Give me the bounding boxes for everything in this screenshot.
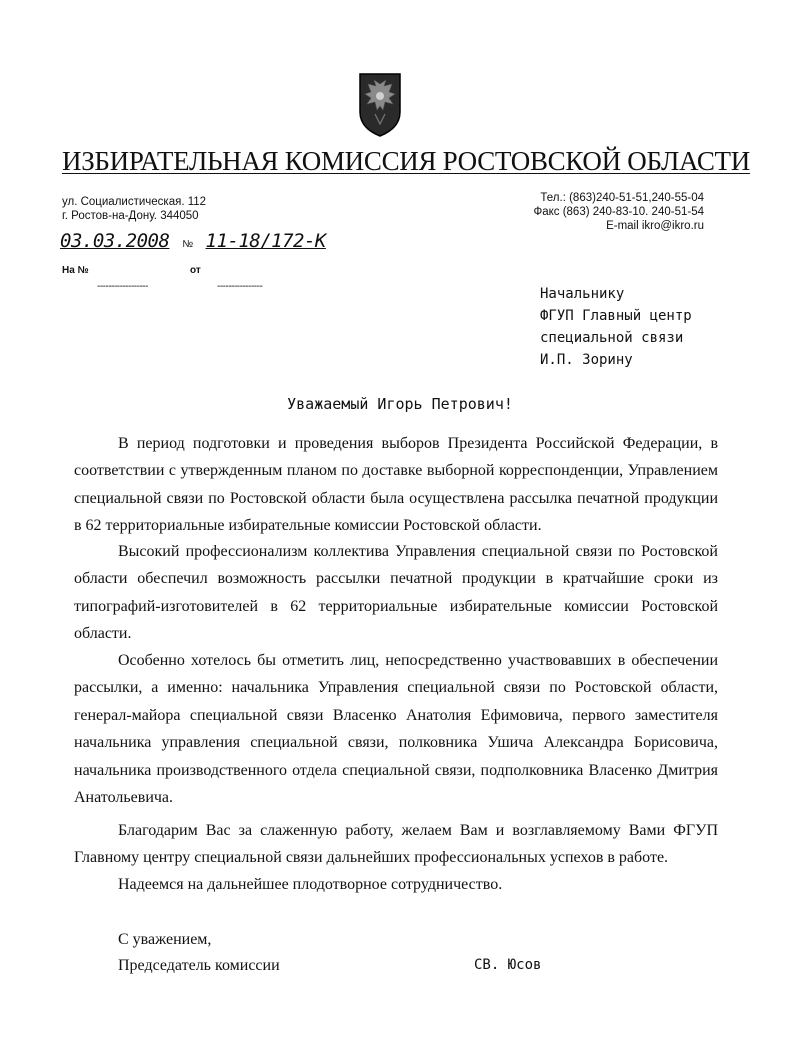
salutation: Уважаемый Игорь Петрович! xyxy=(287,395,513,413)
reference-number-blank: ------------------ xyxy=(97,281,148,292)
reference-number-label: На № xyxy=(62,265,89,276)
signer-name: СВ. Юсов xyxy=(474,957,542,973)
body-paragraph: Высокий профессионализм коллектива Управления специальной связи по Ростовской области обеспечил возможность рассылки печатной продукции в кратчайшие сроки из типографий-изготовителей в 62 территориальные избирательные комиссии Ростовской области. xyxy=(74,543,718,643)
body-paragraph: В период подготовки и проведения выборов Президента Российской Федерации, в соответствии с утвержденным планом по доставке выборной корреспонденции, Управлением специальной связи по Ростовской области была осуществлена рассылка печатной продукции в 62 территориальные избирательные комиссии Ростовской области. xyxy=(74,435,718,535)
sender-address xyxy=(62,195,206,223)
signer-position: Председатель комиссии xyxy=(118,957,280,974)
address-line-city: г. Ростов-на-Дону. 344050 xyxy=(62,210,199,222)
outgoing-date: 03.03.2008 xyxy=(60,230,170,252)
outgoing-number: 11-18/172-К xyxy=(205,230,326,252)
address-line-street: ул. Социалистическая. 112 xyxy=(62,196,207,208)
fax-line: Факс (863) 240-83-10. 240-51-54 xyxy=(533,206,704,218)
registration-stamp xyxy=(60,230,326,252)
number-sign: № xyxy=(182,239,193,250)
reference-date-blank: ---------------- xyxy=(217,281,263,292)
closing-phrase: С уважением, xyxy=(118,931,212,948)
addressee-line: И.П. Зорину xyxy=(540,352,633,368)
addressee-line: Начальнику xyxy=(540,286,625,302)
email-line: E-mail ikro@ikro.ru xyxy=(606,220,704,232)
reference-date-label: от xyxy=(190,265,201,276)
body-paragraph: Надеемся на дальнейшее плодотворное сотрудничество. xyxy=(118,876,503,893)
sender-contacts xyxy=(470,191,704,233)
addressee-line: специальной связи xyxy=(540,330,684,346)
body-paragraph: Особенно хотелось бы отметить лиц, непосредственно участвовавших в обеспечении рассылки, а именно: начальника Управления специальной связи по Ростовской области, генерал-майора специальной связи Власенко Анатолия Ефимовича, первого заместителя начальника управления специальной связи, полковника Ушича Александра Борисовича, начальника производственного отдела специальной связи, подполковника Власенко Дмитрия Анатольевича. xyxy=(74,652,718,807)
phone-line: Тел.: (863)240-51-51,240-55-04 xyxy=(540,192,704,204)
addressee-block xyxy=(540,283,692,371)
coat-of-arms-icon xyxy=(357,72,403,138)
body-paragraph: Благодарим Вас за слаженную работу, желаем Вам и возглавляемому Вами ФГУП Главному центру специальной связи дальнейших профессиональных успехов в работе. xyxy=(74,822,718,867)
organization-title: ИЗБИРАТЕЛЬНАЯ КОМИССИЯ РОСТОВСКОЙ ОБЛАСТИ xyxy=(62,146,750,176)
addressee-line: ФГУП Главный центр xyxy=(540,308,692,324)
